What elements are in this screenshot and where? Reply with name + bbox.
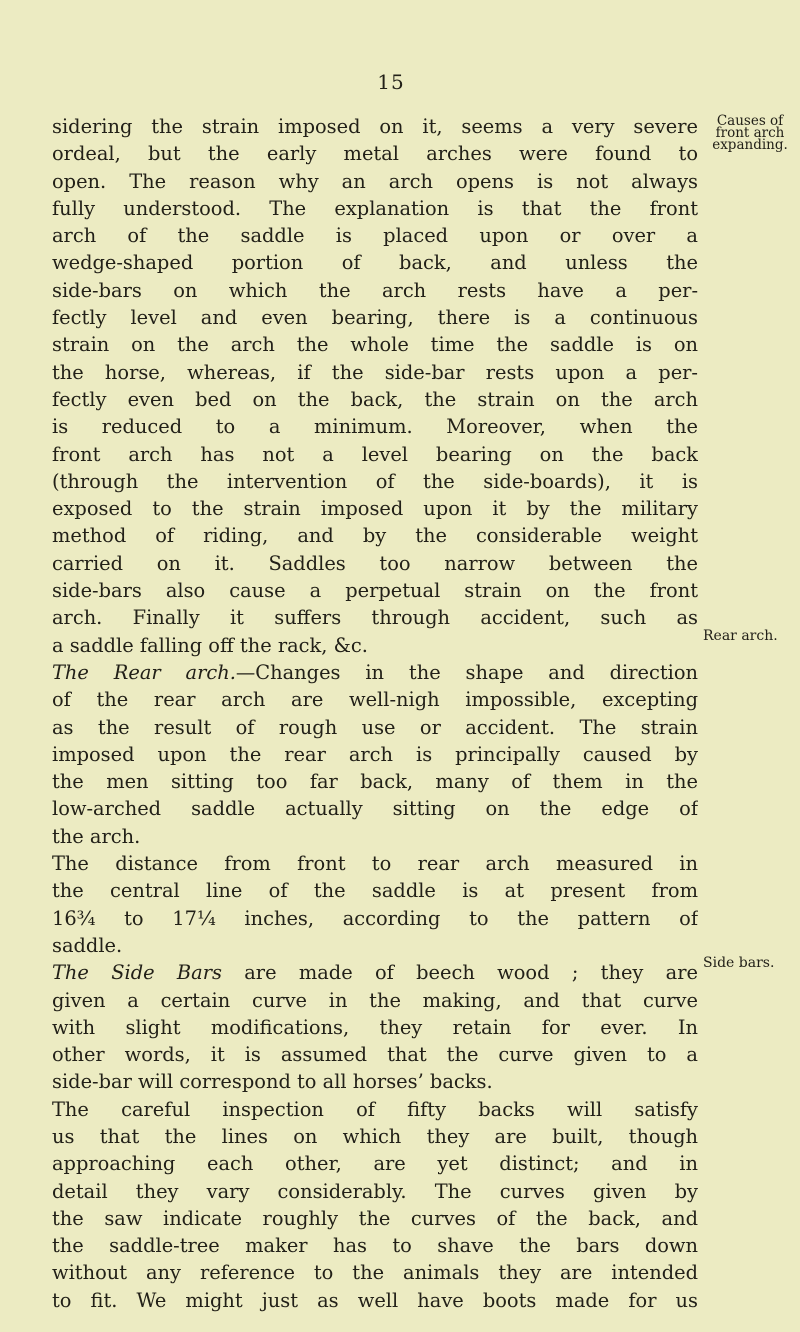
- text-fragment: —Changes in the shape and direction: [235, 660, 698, 684]
- text-line: The careful inspection of fifty backs will satisfy: [52, 1097, 698, 1121]
- text-line: fectly level and even bearing, there is a continuous: [52, 306, 698, 330]
- text-line: The distance from front to rear arch measured in: [52, 852, 698, 876]
- body-text: [52, 113, 698, 1314]
- text-line: other words, it is assumed that the curve given to a: [52, 1043, 698, 1067]
- text-line: a saddle falling off the rack, &c.: [52, 633, 368, 657]
- text-line: exposed to the strain imposed upon it by the military: [52, 497, 698, 521]
- margin-note-side-bars: Side bars.: [703, 955, 775, 971]
- text-line: of the rear arch are well-nigh impossible, excepting: [52, 688, 698, 712]
- text-line-side-bars-heading: [52, 959, 698, 986]
- text-line: side-bar will correspond to all horses’ backs.: [52, 1070, 493, 1094]
- text-line: saddle.: [52, 933, 123, 957]
- text-line: wedge-shaped portion of back, and unless the: [52, 251, 698, 275]
- text-line: given a certain curve in the making, and that curve: [52, 988, 698, 1012]
- text-line: to fit. We might just as well have boots made for us: [52, 1288, 698, 1312]
- text-line: method of riding, and by the considerable weight: [52, 524, 698, 548]
- text-line: is reduced to a minimum. Moreover, when the: [52, 415, 698, 439]
- section-heading-side-bars: The Side Bars: [52, 961, 222, 985]
- text-line: as the result of rough use or accident. The strain: [52, 715, 698, 739]
- text-line: fectly even bed on the back, the strain on the arch: [52, 387, 698, 411]
- text-line: the saw indicate roughly the curves of the back, and: [52, 1206, 698, 1230]
- text-line: open. The reason why an arch opens is not always: [52, 169, 698, 193]
- text-line: fully understood. The explanation is that the front: [52, 196, 698, 220]
- text-line: sidering the strain imposed on it, seems a very severe: [52, 115, 698, 138]
- margin-note-line: Causes of: [716, 113, 784, 129]
- text-line: the horse, whereas, if the side-bar rests upon a per-: [52, 360, 698, 384]
- text-line: the central line of the saddle is at present from: [52, 879, 698, 903]
- page-number: 15: [377, 70, 405, 94]
- text-line: carried on it. Saddles too narrow between the: [52, 551, 698, 575]
- margin-note-front-arch: [703, 115, 797, 151]
- margin-note-line: expanding.: [712, 137, 788, 153]
- text-line: arch. Finally it suffers through accident, such as: [52, 606, 698, 630]
- text-line: the arch.: [52, 824, 141, 848]
- text-line: without any reference to the animals they are intended: [52, 1261, 698, 1285]
- text-line: the saddle-tree maker has to shave the bars down: [52, 1234, 698, 1258]
- text-line-rear-arch-heading: [52, 659, 698, 686]
- text-line: ordeal, but the early metal arches were found to: [52, 142, 698, 166]
- text-line: side-bars also cause a perpetual strain on the front: [52, 579, 698, 603]
- text-line: 16¾ to 17¼ inches, according to the pattern of: [52, 906, 698, 930]
- text-line: imposed upon the rear arch is principally caused by: [52, 742, 698, 766]
- text-line: front arch has not a level bearing on the back: [52, 442, 698, 466]
- text-line: (through the intervention of the side-boards), it is: [52, 469, 698, 493]
- text-line: us that the lines on which they are built, though: [52, 1124, 698, 1148]
- text-line: the men sitting too far back, many of them in the: [52, 770, 698, 794]
- text-line: strain on the arch the whole time the saddle is on: [52, 333, 698, 357]
- text-line: approaching each other, are yet distinct; and in: [52, 1152, 698, 1176]
- text-line: arch of the saddle is placed upon or over a: [52, 224, 698, 248]
- text-line: detail they vary considerably. The curves given by: [52, 1179, 698, 1203]
- margin-note-line: front arch: [715, 125, 785, 141]
- text-line: side-bars on which the arch rests have a per-: [52, 278, 698, 302]
- text-line: with slight modifications, they retain for ever. In: [52, 1015, 698, 1039]
- text-fragment: are made of beech wood ; they are: [244, 961, 698, 985]
- text-line: low-arched saddle actually sitting on the edge of: [52, 797, 698, 821]
- section-heading-rear-arch: The Rear arch.: [52, 660, 236, 684]
- margin-note-rear-arch: Rear arch.: [703, 628, 778, 644]
